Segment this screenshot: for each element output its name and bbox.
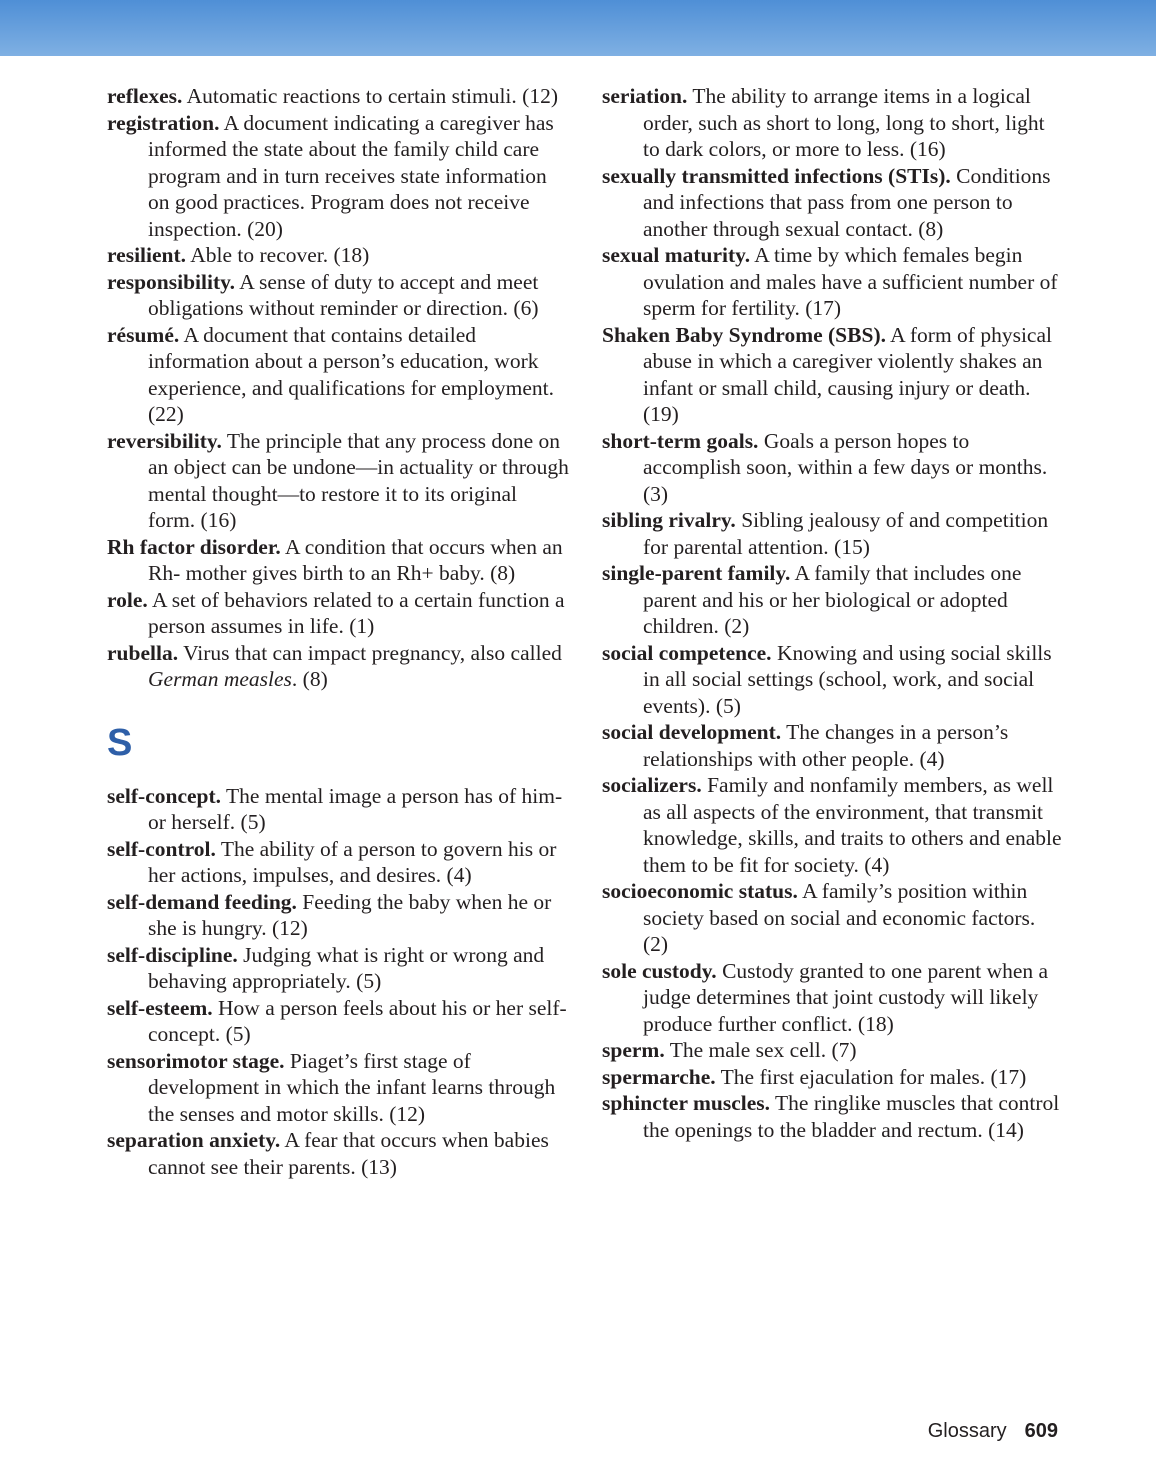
- glossary-definition: A document indicating a caregiver has informed the state about the family child care program and in turn receives state information on good practices. Program does not receive inspection. (20): [148, 110, 554, 241]
- glossary-term: registration.: [107, 110, 220, 135]
- glossary-entry: [107, 783, 569, 836]
- glossary-definition: The mental image a person has of him- or herself. (5): [148, 783, 563, 834]
- glossary-definition: Custody granted to one parent when a judge determines that joint custody will likely produce further conflict. (18): [643, 958, 1049, 1036]
- glossary-term: sensorimotor stage.: [107, 1048, 285, 1073]
- glossary-term: self-control.: [107, 836, 216, 861]
- glossary-definition: A form of physical abuse in which a caregiver violently shakes an infant or small child, causing injury or death. (19): [643, 322, 1052, 426]
- page-footer: [928, 1420, 1058, 1443]
- section-letter-heading: S: [107, 721, 133, 764]
- glossary-definition: A document that contains detailed information about a person’s education, work experience, and qualifications for employment. (22): [148, 322, 554, 426]
- header-band: [0, 0, 1156, 56]
- glossary-entry: [107, 534, 569, 587]
- glossary-definition: A condition that occurs when an Rh- mother gives birth to an Rh+ baby. (8): [148, 534, 563, 585]
- glossary-definition: A set of behaviors related to a certain function a person assumes in life. (1): [147, 587, 565, 638]
- glossary-definition: Able to recover. (18): [186, 243, 370, 267]
- glossary-entry: [602, 1037, 1062, 1064]
- glossary-entry: [107, 889, 569, 942]
- glossary-entry: [107, 322, 569, 428]
- page-number: 609: [1024, 1420, 1058, 1442]
- glossary-entry: [107, 942, 569, 995]
- glossary-entry: [107, 1127, 569, 1180]
- glossary-term: seriation.: [602, 84, 688, 108]
- glossary-definition: Judging what is right or wrong and behaving appropriately. (5): [148, 942, 545, 993]
- footer-section-label: Glossary: [927, 1420, 1007, 1442]
- glossary-entry: [107, 995, 569, 1048]
- glossary-entry: [107, 428, 569, 534]
- glossary-definition: A time by which females begin ovulation and males have a sufficient number of sperm for fertility. (17): [643, 243, 1058, 320]
- glossary-entry: [602, 958, 1062, 1038]
- glossary-definition: Virus that can impact pregnancy, also called: [178, 640, 562, 665]
- glossary-term: self-concept.: [107, 783, 222, 808]
- glossary-term: separation anxiety.: [107, 1128, 281, 1152]
- glossary-column-left: [107, 83, 569, 1180]
- glossary-term: sperm.: [602, 1038, 665, 1062]
- glossary-term: Shaken Baby Syndrome (SBS).: [602, 322, 886, 347]
- glossary-definition: . (8): [291, 667, 328, 691]
- glossary-definition: The changes in a person’s relationships with other people. (4): [643, 720, 1009, 771]
- glossary-term: reversibility.: [107, 428, 222, 453]
- glossary-term: sibling rivalry.: [602, 508, 736, 532]
- glossary-term: résumé.: [107, 322, 180, 347]
- glossary-entry: [107, 242, 569, 269]
- glossary-definition: How a person feels about his or her self-concept. (5): [148, 995, 567, 1046]
- glossary-definition: Feeding the baby when he or she is hungry. (12): [148, 889, 552, 940]
- glossary-definition: Family and nonfamily members, as well as all aspects of the environment, that transmit knowledge, skills, and traits to others and enable them to be fit for society. (4): [643, 773, 1062, 877]
- glossary-definition: Automatic reactions to certain stimuli. (12): [182, 84, 558, 108]
- glossary-term: sexual maturity.: [602, 243, 751, 267]
- glossary-entry: [602, 428, 1062, 508]
- glossary-definition: A sense of duty to accept and meet obligations without reminder or direction. (6): [148, 269, 539, 320]
- glossary-term: single-parent family.: [602, 561, 791, 585]
- glossary-term: sexually transmitted infections (STIs).: [602, 163, 951, 188]
- glossary-definition: Sibling jealousy of and competition for parental attention. (15): [643, 508, 1049, 559]
- glossary-entry: [107, 110, 569, 243]
- glossary-term: socioeconomic status.: [602, 879, 798, 903]
- glossary-term: social development.: [602, 720, 782, 744]
- glossary-entry: [602, 507, 1062, 560]
- glossary-definition-italic: German measles: [148, 667, 292, 691]
- glossary-entry: [602, 772, 1062, 878]
- glossary-term: sphincter muscles.: [602, 1091, 771, 1115]
- glossary-entry: [107, 640, 569, 693]
- glossary-definition: A family that includes one parent and his or her biological or adopted children. (2): [643, 561, 1022, 638]
- glossary-entry: [602, 83, 1062, 163]
- glossary-entry: [602, 322, 1062, 428]
- glossary-definition: Knowing and using social skills in all social settings (school, work, and social events). (5): [643, 640, 1052, 718]
- glossary-entry: [602, 878, 1062, 958]
- glossary-term: socializers.: [602, 773, 702, 797]
- glossary-definition: The male sex cell. (7): [664, 1038, 857, 1062]
- glossary-definition: The ability of a person to govern his or her actions, impulses, and desires. (4): [148, 836, 557, 887]
- glossary-term: self-demand feeding.: [107, 889, 297, 914]
- glossary-definition: The ringlike muscles that control the openings to the bladder and rectum. (14): [643, 1091, 1060, 1142]
- glossary-definition: Piaget’s first stage of development in which the infant learns through the senses and motor skills. (12): [148, 1048, 556, 1126]
- glossary-entry: [602, 719, 1062, 772]
- glossary-term: sole custody.: [602, 958, 717, 983]
- glossary-term: self-esteem.: [107, 995, 213, 1020]
- glossary-term: rubella.: [107, 640, 179, 665]
- glossary-term: responsibility.: [107, 269, 236, 294]
- glossary-definition: Goals a person hopes to accomplish soon, within a few days or months. (3): [643, 428, 1048, 506]
- glossary-term: Rh factor disorder.: [107, 534, 281, 559]
- glossary-entry: [602, 1090, 1062, 1143]
- glossary-term: self-discipline.: [107, 942, 238, 967]
- glossary-term: reflexes.: [107, 84, 183, 108]
- glossary-definition: A fear that occurs when babies cannot see their parents. (13): [148, 1128, 549, 1179]
- glossary-entry: [107, 83, 569, 110]
- glossary-term: role.: [107, 587, 148, 612]
- glossary-entry: [107, 1048, 569, 1128]
- glossary-entry: [602, 1064, 1062, 1091]
- glossary-term: short-term goals.: [602, 428, 759, 453]
- glossary-entry: [107, 587, 569, 640]
- glossary-entry: [602, 163, 1062, 243]
- glossary-term: resilient.: [107, 243, 187, 267]
- glossary-column-right: [602, 83, 1062, 1143]
- glossary-entry: [602, 242, 1062, 322]
- glossary-definition: A family’s position within society based on social and economic factors. (2): [643, 879, 1036, 956]
- glossary-definition: The ability to arrange items in a logical order, such as short to long, long to short, light to dark colors, or more to less. (16): [643, 84, 1045, 161]
- glossary-definition: The principle that any process done on an object can be undone—in actuality or through mental thought—to restore it to its original form. (16): [148, 428, 569, 532]
- glossary-term: spermarche.: [602, 1064, 716, 1089]
- glossary-entry: [107, 836, 569, 889]
- glossary-entry: [602, 640, 1062, 720]
- glossary-entry: [602, 560, 1062, 640]
- glossary-definition: Conditions and infections that pass from one person to another through sexual contact. (8): [643, 163, 1051, 241]
- glossary-definition: The first ejaculation for males. (17): [715, 1064, 1027, 1089]
- glossary-term: social competence.: [602, 640, 772, 665]
- glossary-entry: [107, 269, 569, 322]
